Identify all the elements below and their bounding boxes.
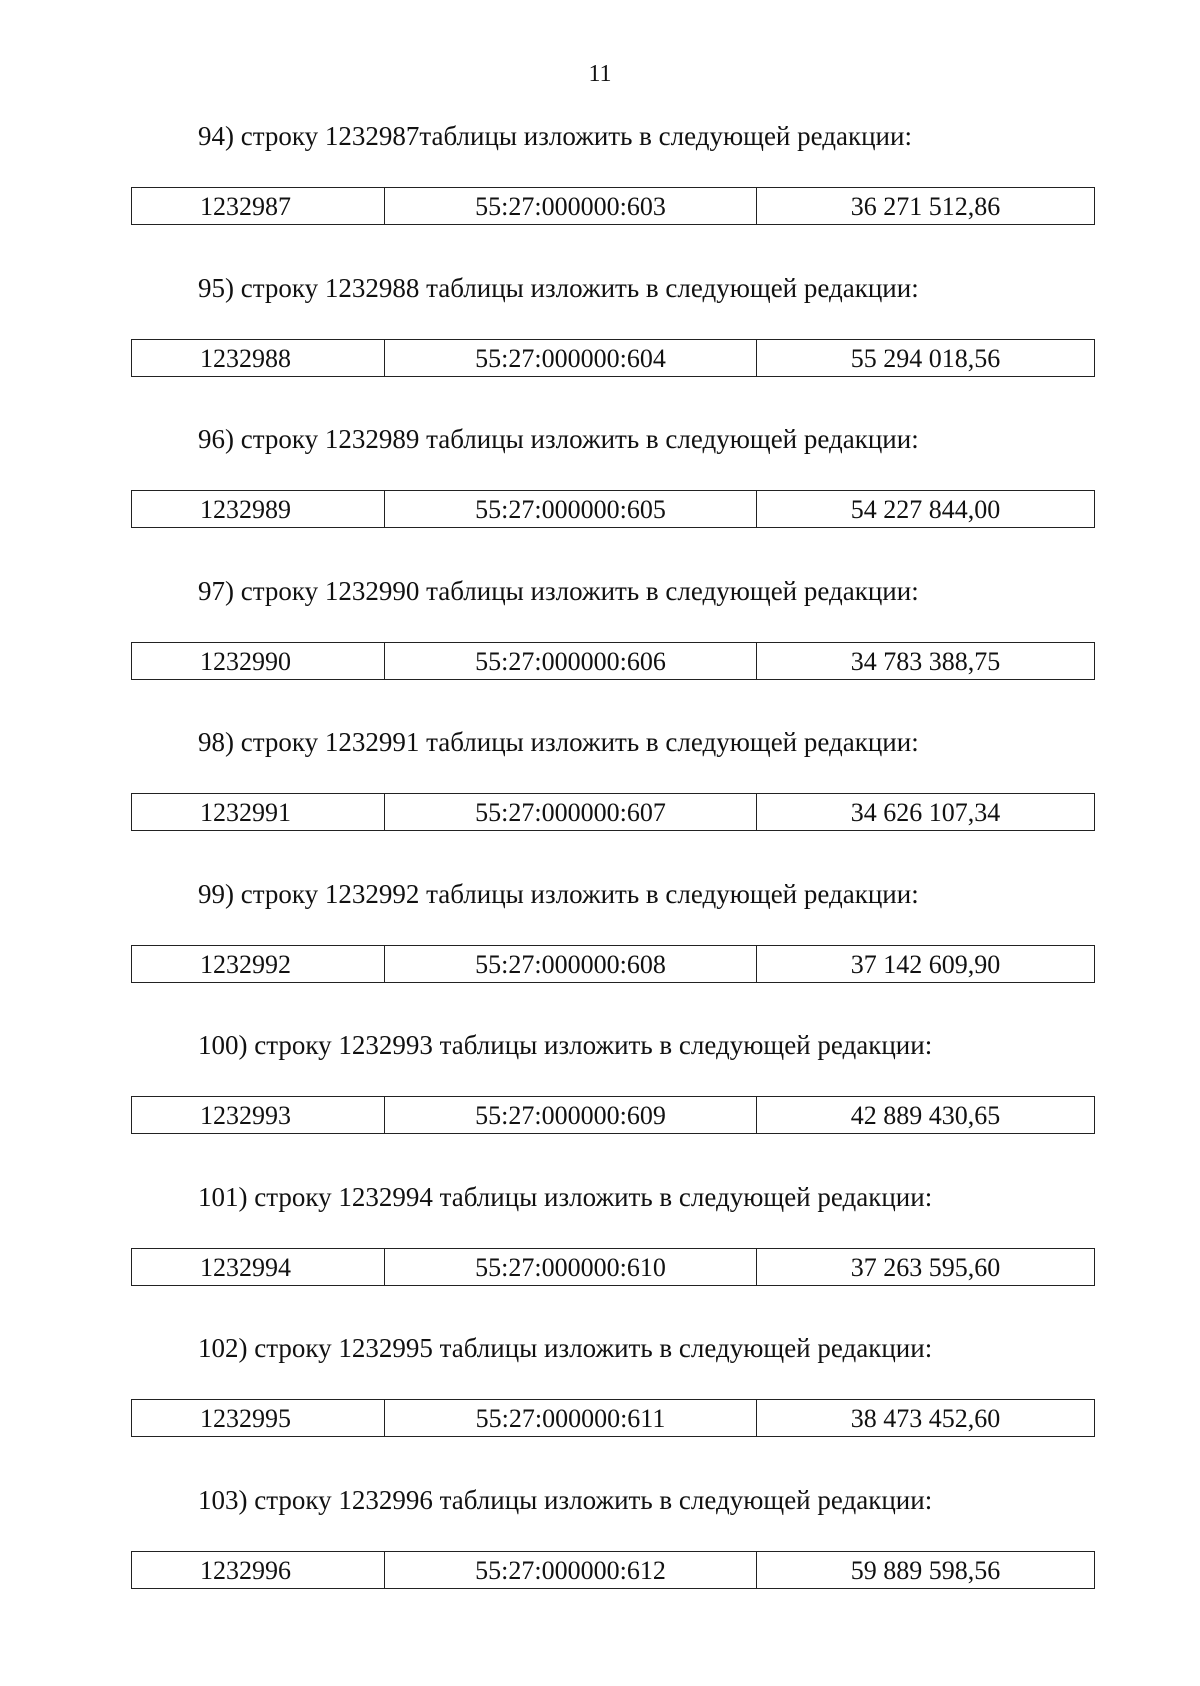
table-row bbox=[131, 945, 1095, 983]
cadastral-value-cell: 42 889 430,65 bbox=[850, 1101, 1001, 1130]
table-row bbox=[131, 1248, 1095, 1286]
row-code-cell: 1232990 bbox=[132, 643, 385, 679]
table-row bbox=[131, 642, 1095, 680]
cadastral-value-cell: 59 889 598,56 bbox=[850, 1555, 1001, 1585]
row-code-cell: 1232991 bbox=[132, 794, 385, 830]
cadastral-value-cell: 37 142 609,90 bbox=[850, 949, 1001, 979]
cadastral-number-cell: 55:27:000000:607 bbox=[385, 794, 757, 830]
table-row bbox=[131, 1399, 1095, 1437]
row-code-cell: 1232992 bbox=[132, 946, 385, 982]
amendment-instruction: 97) строку 1232990 таблицы изложить в следующей редакции: bbox=[198, 575, 919, 606]
cadastral-value-cell: 55 294 018,56 bbox=[850, 343, 1001, 373]
row-code-cell: 1232988 bbox=[132, 340, 385, 376]
cadastral-value-cell: 36 271 512,86 bbox=[850, 192, 1001, 221]
table-row bbox=[131, 1096, 1095, 1134]
amendment-instruction: 100) строку 1232993 таблицы изложить в следующей редакции: bbox=[198, 1030, 933, 1060]
cadastral-number-cell: 55:27:000000:609 bbox=[385, 1097, 757, 1133]
amendment-block bbox=[0, 878, 1200, 1030]
amendment-block bbox=[0, 423, 1200, 575]
cadastral-value-cell: 34 626 107,34 bbox=[850, 798, 1001, 827]
table-row bbox=[131, 490, 1095, 528]
cadastral-value-cell: 38 473 452,60 bbox=[850, 1404, 1001, 1433]
cadastral-number-cell: 55:27:000000:608 bbox=[385, 946, 757, 982]
amendment-instruction: 94) строку 1232987таблицы изложить в следующей редакции: bbox=[198, 121, 912, 151]
amendment-instruction: 99) строку 1232992 таблицы изложить в следующей редакции: bbox=[198, 878, 919, 909]
row-code-cell: 1232996 bbox=[132, 1552, 385, 1588]
amendment-block bbox=[0, 1181, 1200, 1333]
cadastral-number-cell: 55:27:000000:612 bbox=[385, 1552, 757, 1588]
row-code-cell: 1232993 bbox=[132, 1097, 385, 1133]
amendment-instruction: 95) строку 1232988 таблицы изложить в следующей редакции: bbox=[198, 272, 919, 303]
amendment-instruction: 102) строку 1232995 таблицы изложить в следующей редакции: bbox=[198, 1333, 933, 1363]
amendment-block bbox=[0, 272, 1200, 424]
cadastral-number-cell: 55:27:000000:604 bbox=[385, 340, 757, 376]
amendment-instruction: 96) строку 1232989 таблицы изложить в следующей редакции: bbox=[198, 424, 919, 454]
cadastral-number-cell: 55:27:000000:610 bbox=[385, 1249, 757, 1285]
amendment-instruction: 101) строку 1232994 таблицы изложить в следующей редакции: bbox=[198, 1181, 933, 1212]
row-code-cell: 1232995 bbox=[132, 1400, 385, 1436]
table-row bbox=[131, 187, 1095, 225]
cadastral-number-cell: 55:27:000000:606 bbox=[385, 643, 757, 679]
amendment-block bbox=[0, 120, 1200, 272]
amendment-block bbox=[0, 1484, 1200, 1636]
cadastral-value-cell: 54 227 844,00 bbox=[850, 495, 1001, 524]
row-code-cell: 1232987 bbox=[132, 188, 385, 224]
amendment-instruction: 103) строку 1232996 таблицы изложить в следующей редакции: bbox=[198, 1484, 933, 1515]
page-number: 11 bbox=[588, 61, 612, 87]
cadastral-number-cell: 55:27:000000:605 bbox=[385, 491, 757, 527]
row-code-cell: 1232994 bbox=[132, 1249, 385, 1285]
amendment-block bbox=[0, 726, 1200, 878]
amendment-block bbox=[0, 575, 1200, 727]
amendment-list bbox=[0, 120, 1200, 1635]
amendment-block bbox=[0, 1332, 1200, 1484]
table-row bbox=[131, 339, 1095, 377]
cadastral-number-cell: 55:27:000000:611 bbox=[385, 1400, 757, 1436]
table-row bbox=[131, 793, 1095, 831]
amendment-instruction: 98) строку 1232991 таблицы изложить в следующей редакции: bbox=[198, 727, 919, 757]
table-row bbox=[131, 1551, 1095, 1589]
cadastral-value-cell: 34 783 388,75 bbox=[850, 646, 1001, 676]
cadastral-number-cell: 55:27:000000:603 bbox=[385, 188, 757, 224]
amendment-block bbox=[0, 1029, 1200, 1181]
row-code-cell: 1232989 bbox=[132, 491, 385, 527]
cadastral-value-cell: 37 263 595,60 bbox=[850, 1252, 1001, 1282]
